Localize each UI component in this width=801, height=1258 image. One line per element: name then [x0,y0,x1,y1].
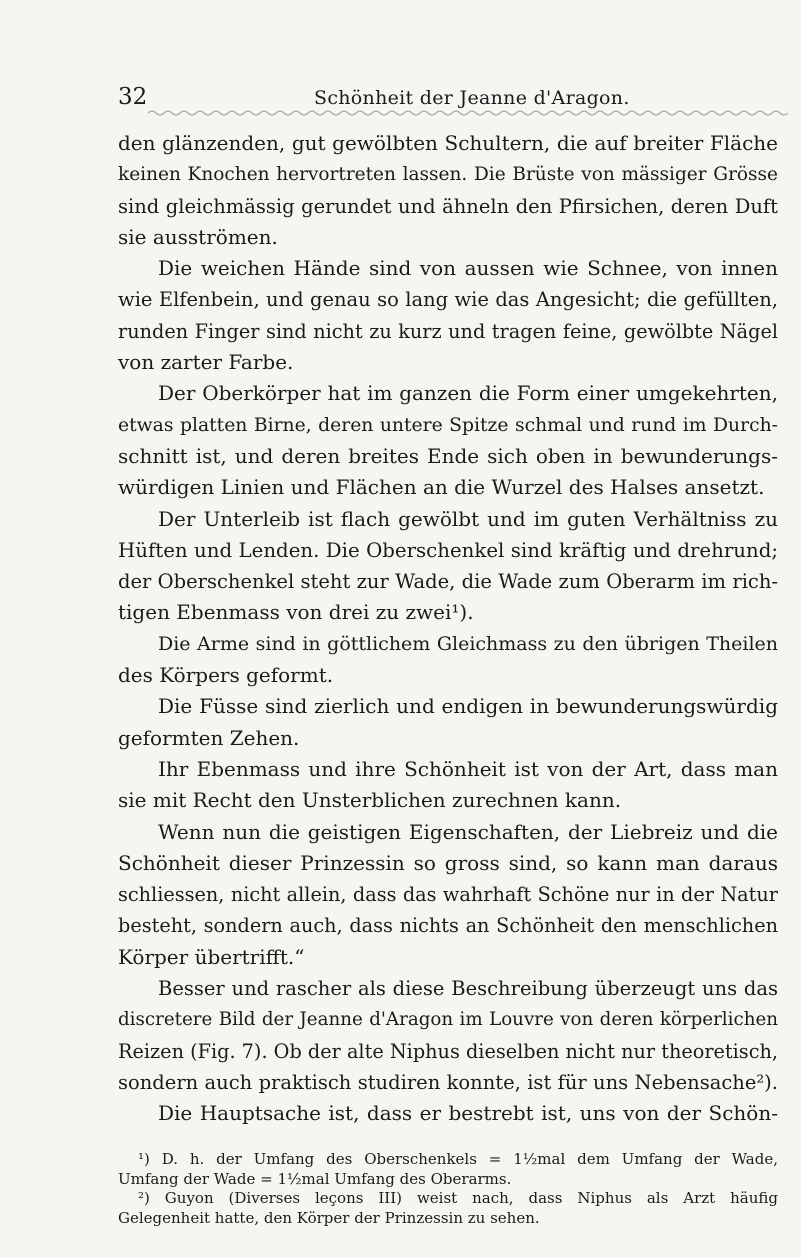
text-line: Ihr Ebenmass und ihre Schönheit ist von der Art, dass man [158,756,778,781]
text-line: keinen Knochen hervortreten lassen. Die Brüste von mässiger Grösse [118,164,778,186]
text-line: von zarter Farbe. [118,350,294,375]
text-line: Schönheit dieser Prinzessin so gross sind, so kann man daraus [118,850,778,875]
text-line: wie Elfenbein, und genau so lang wie das Angesicht; die gefüllten, [118,288,778,312]
text-line: etwas platten Birne, deren untere Spitze schmal und rund im Durch- [118,414,778,436]
body-text [118,128,778,1130]
text-line: Der Unterleib ist flach gewölbt und im guten Verhältniss zu [158,506,778,531]
text-line: runden Finger sind nicht zu kurz und tragen feine, gewölbte Nägel [118,319,778,343]
footnote-line: ¹) D. h. der Umfang des Oberschenkels = 1½mal dem Umfang der Wade, [138,1150,778,1168]
text-line: würdigen Linien und Flächen an die Wurzel des Halses ansetzt. [118,475,765,500]
text-line: Wenn nun die geistigen Eigenschaften, der Liebreiz und die [158,819,778,844]
footnotes [118,1150,778,1228]
text-line: Die weichen Hände sind von aussen wie Schnee, von innen [158,256,778,281]
text-line: Besser und rascher als diese Beschreibung überzeugt uns das [158,977,778,1001]
text-line: den glänzenden, gut gewölbten Schultern, die auf breiter Fläche [118,131,778,155]
text-line: Die Füsse sind zierlich und endigen in bewunderungswürdig [158,694,778,719]
running-title: Schönheit der Jeanne d'Aragon. [314,87,630,109]
text-line: Hüften und Lenden. Die Oberschenkel sind kräftig und drehrund; [118,538,778,562]
text-line: Die Hauptsache ist, dass er bestrebt ist, uns von der Schön- [158,1101,778,1126]
text-line: besteht, sondern auch, dass nichts an Schönheit den menschlichen [118,914,778,938]
text-line: Reizen (Fig. 7). Ob der alte Niphus dieselben nicht nur theoretisch, [118,1039,778,1063]
text-line: Körper übertrifft.“ [118,944,305,969]
footnote-line: Gelegenheit hatte, den Körper der Prinzessin zu sehen. [118,1208,540,1227]
text-line: sind gleichmässig gerundet und ähneln den Pfirsichen, deren Duft [118,194,778,218]
text-line: Die Arme sind in göttlichem Gleichmass zu den übrigen Theilen [158,632,778,655]
text-line: schliessen, nicht allein, dass das wahrhaft Schöne nur in der Natur [118,883,778,907]
text-line: schnitt ist, und deren breites Ende sich oben in bewunderungs- [118,443,778,468]
text-line: des Körpers geformt. [118,663,334,688]
text-line: geformten Zehen. [118,725,300,750]
text-line: der Oberschenkel steht zur Wade, die Wade zum Oberarm im rich- [118,570,778,594]
text-line: sondern auch praktisch studiren konnte, ist für uns Nebensache²). [118,1070,778,1094]
text-line: Der Oberkörper hat im ganzen die Form einer umgekehrten, [158,381,778,406]
page-number: 32 [118,84,148,110]
text-line: sie ausströmen. [118,224,278,249]
footnote-line: Umfang der Wade = 1½mal Umfang des Oberarms. [118,1169,512,1188]
footnote-line: ²) Guyon (Diverses leçons III) weist nach, dass Niphus als Arzt häufig [138,1189,778,1207]
text-line: tigen Ebenmass von drei zu zwei¹). [118,600,474,625]
text-line: discretere Bild der Jeanne d'Aragon im Louvre von deren körperlichen [118,1009,778,1031]
text-line: sie mit Recht den Unsterblichen zurechnen kann. [118,788,622,813]
header-wavy-rule [148,108,788,118]
